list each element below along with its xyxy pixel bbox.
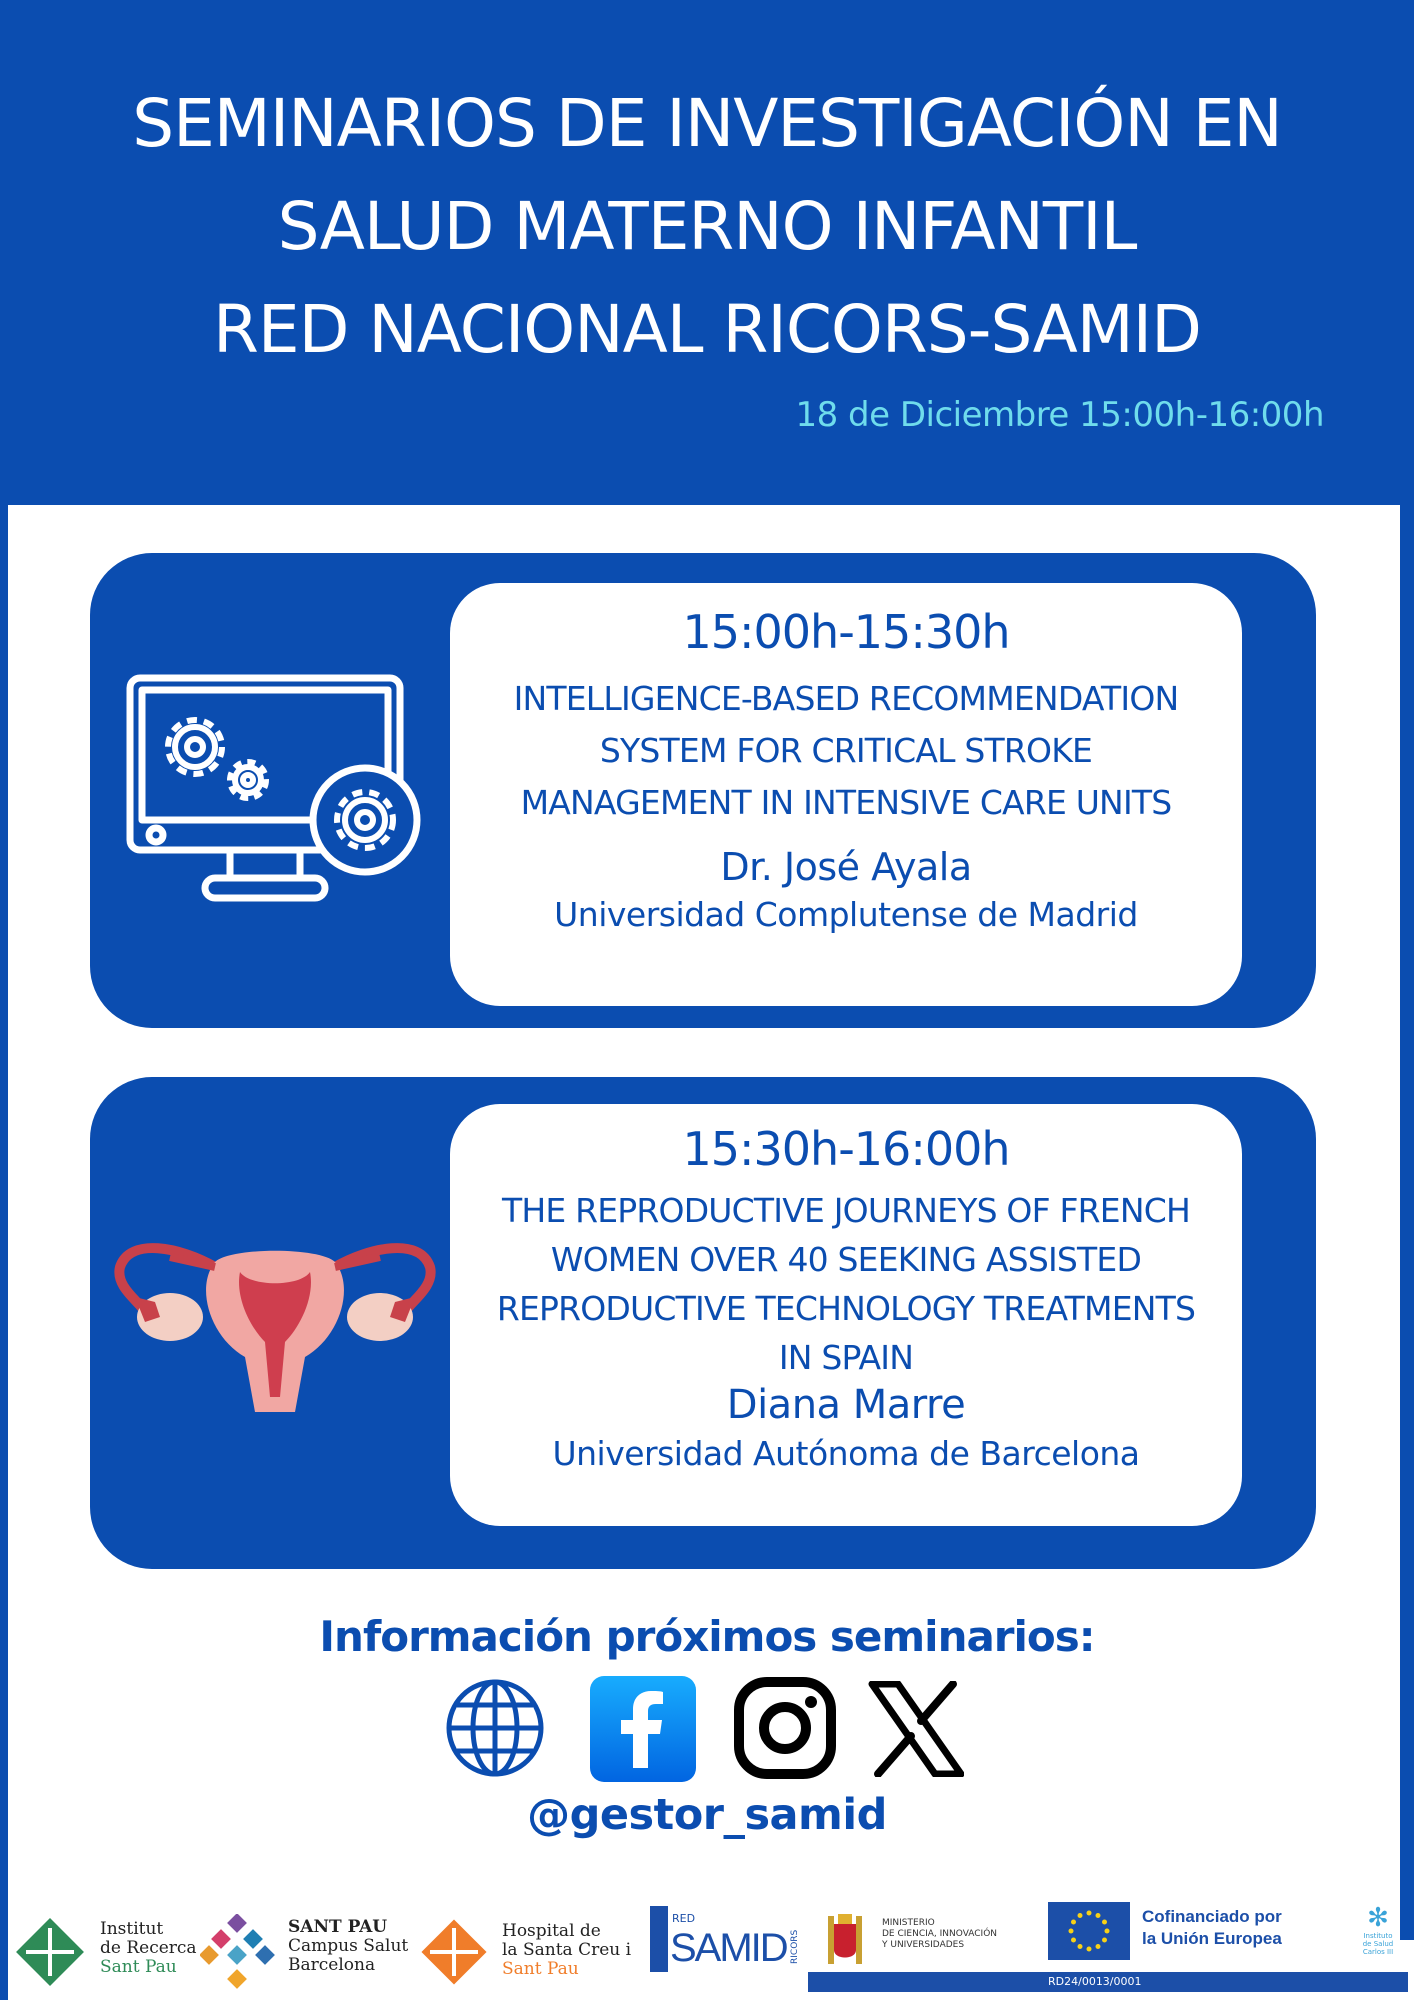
logo-text-line: DE CIENCIA, INNOVACIÓN bbox=[882, 1929, 998, 1939]
logo-text-line: Barcelona bbox=[288, 1955, 376, 1975]
logo-eu bbox=[1142, 1906, 1282, 1950]
funding-code-bar bbox=[808, 1972, 1408, 1992]
logo-isciii bbox=[1354, 1904, 1402, 1956]
irsp-logo-icon bbox=[12, 1914, 88, 1994]
session-title-line: SYSTEM FOR CRITICAL STROKE bbox=[599, 731, 1093, 770]
logo-text-line: Sant Pau bbox=[502, 1959, 579, 1979]
logo-text-line: Cofinanciado por bbox=[1142, 1907, 1282, 1926]
logo-text-line: Institut bbox=[100, 1919, 164, 1939]
logo-text-line: de Recerca bbox=[100, 1938, 197, 1958]
samid-red-label: RED bbox=[672, 1912, 696, 1925]
info-heading: Información próximos seminarios: bbox=[319, 1612, 1095, 1661]
event-date: 18 de Diciembre 15:00h-16:00h bbox=[795, 395, 1324, 435]
session-title bbox=[450, 673, 1242, 829]
logo-hospital bbox=[502, 1922, 631, 1979]
logo-text-line: la Unión Europea bbox=[1142, 1929, 1282, 1948]
session-title-line: INTELLIGENCE-BASED RECOMMENDATION bbox=[513, 679, 1179, 718]
logo-text-line: Campus Salut bbox=[288, 1936, 409, 1956]
social-handle[interactable]: @gestor_samid bbox=[527, 1790, 887, 1840]
uterus-icon bbox=[110, 1227, 440, 1417]
logo-text-line: Hospital de bbox=[502, 1921, 601, 1941]
title-line: SEMINARIOS DE INVESTIGACIÓN EN bbox=[132, 85, 1282, 162]
header-banner bbox=[0, 0, 1414, 505]
speaker-name: Diana Marre bbox=[726, 1382, 966, 1428]
hospital-logo-icon bbox=[418, 1916, 490, 1992]
samid-label: SAMID bbox=[670, 1926, 787, 1970]
session-time: 15:00h-15:30h bbox=[682, 605, 1010, 659]
logo-text-line: MINISTERIO bbox=[882, 1918, 935, 1928]
speaker-institution: Universidad Complutense de Madrid bbox=[554, 895, 1138, 934]
funding-code: RD24/0013/0001 bbox=[1048, 1975, 1142, 1988]
session-card-2 bbox=[90, 1077, 1316, 1569]
facebook-icon[interactable] bbox=[590, 1676, 696, 1786]
monitor-gears-icon bbox=[125, 673, 425, 913]
logo-ministerio bbox=[882, 1918, 997, 1951]
session-title-line: REPRODUCTIVE TECHNOLOGY TREATMENTS bbox=[496, 1289, 1196, 1328]
logo-text-line: la Santa Creu i bbox=[502, 1940, 632, 1960]
samid-logo bbox=[650, 1904, 802, 1974]
spain-coat-icon bbox=[820, 1910, 870, 1974]
session-details-1 bbox=[450, 583, 1242, 1006]
speaker-name: Dr. José Ayala bbox=[720, 845, 972, 889]
logo-text-line: Instituto bbox=[1363, 1932, 1393, 1940]
page-title bbox=[40, 72, 1374, 381]
logo-text-line: de Salud bbox=[1362, 1940, 1394, 1948]
title-line: RED NACIONAL RICORS-SAMID bbox=[213, 291, 1201, 368]
session-title-line: IN SPAIN bbox=[778, 1338, 914, 1377]
globe-icon[interactable] bbox=[445, 1678, 545, 1782]
session-title bbox=[450, 1186, 1242, 1382]
logo-text-line: Sant Pau bbox=[100, 1957, 177, 1977]
session-title-line: MANAGEMENT IN INTENSIVE CARE UNITS bbox=[520, 783, 1172, 822]
logo-text-line: Y UNIVERSIDADES bbox=[882, 1940, 965, 1950]
x-icon[interactable] bbox=[868, 1681, 964, 1781]
eu-flag-icon bbox=[1048, 1902, 1130, 1964]
session-title-line: WOMEN OVER 40 SEEKING ASSISTED bbox=[550, 1240, 1142, 1279]
session-time: 15:30h-16:00h bbox=[682, 1122, 1010, 1176]
title-line: SALUD MATERNO INFANTIL bbox=[277, 188, 1137, 265]
logo-text-line: SANT PAU bbox=[288, 1917, 388, 1937]
social-links bbox=[0, 1673, 1414, 1783]
logo-irsp bbox=[100, 1920, 197, 1977]
session-title-line: THE REPRODUCTIVE JOURNEYS OF FRENCH bbox=[502, 1191, 1190, 1230]
session-card-1 bbox=[90, 553, 1316, 1028]
speaker-institution: Universidad Autónoma de Barcelona bbox=[552, 1434, 1140, 1473]
logo-text-line: Carlos III bbox=[1362, 1948, 1394, 1956]
campus-logo-icon bbox=[200, 1914, 276, 1994]
instagram-icon[interactable] bbox=[733, 1676, 837, 1784]
samid-ricors-label: RICORS bbox=[790, 1929, 800, 1964]
session-details-2 bbox=[450, 1104, 1242, 1526]
logo-campus bbox=[288, 1918, 408, 1975]
isciii-icon: ✻ bbox=[1367, 1903, 1389, 1933]
